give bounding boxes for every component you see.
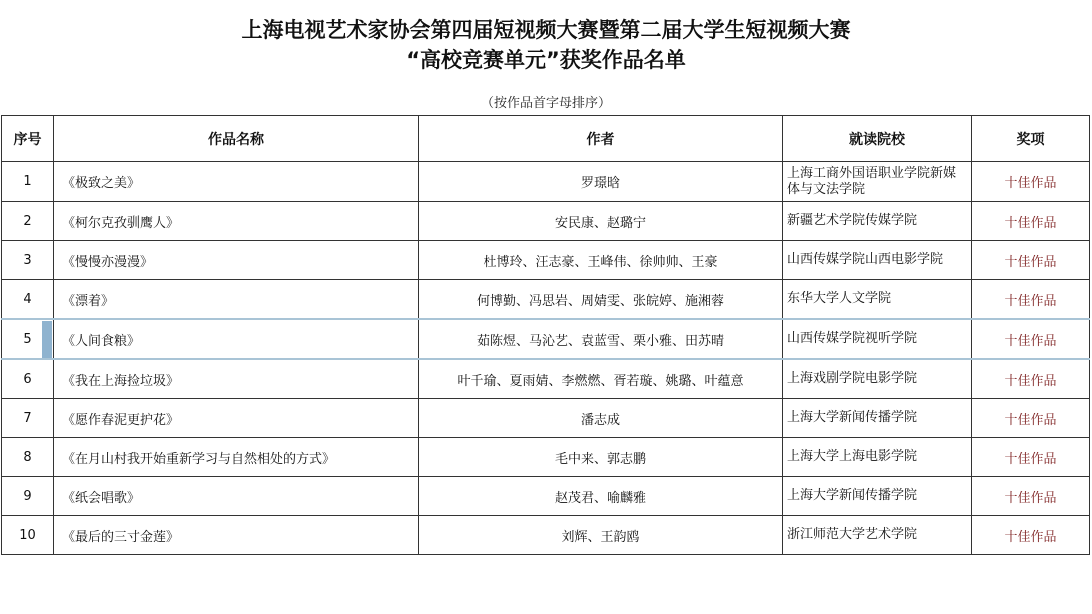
- page-title: 上海电视艺术家协会第四届短视频大赛暨第二届大学生短视频大赛: [241, 18, 851, 42]
- cell-author: 何博勤、冯思岩、周婧雯、张皖婷、施湘蓉: [419, 280, 783, 320]
- cell-work-name: 《我在上海捡垃圾》: [54, 359, 419, 399]
- table-row: [2, 202, 1090, 241]
- cell-award: 十佳作品: [972, 438, 1090, 477]
- header-school: 就读院校: [783, 116, 972, 162]
- cell-no: 5: [2, 319, 54, 359]
- cell-award: 十佳作品: [972, 241, 1090, 280]
- table-row: [2, 319, 1090, 359]
- cell-award: 十佳作品: [972, 280, 1090, 320]
- cell-school: 上海戏剧学院电影学院: [783, 359, 972, 399]
- table-row: [2, 280, 1090, 320]
- cell-award: 十佳作品: [972, 399, 1090, 438]
- cell-author: 杜博玲、汪志豪、王峰伟、徐帅帅、王豪: [419, 241, 783, 280]
- cell-award: 十佳作品: [972, 516, 1090, 555]
- table-row: [2, 241, 1090, 280]
- row-selection-marker: [42, 321, 52, 358]
- header-award: 奖项: [972, 116, 1090, 162]
- table-row: [2, 477, 1090, 516]
- sort-note: （按作品首字母排序）: [480, 96, 611, 111]
- cell-work-name: 《漂着》: [54, 280, 419, 320]
- cell-work-name: 《纸会唱歌》: [54, 477, 419, 516]
- cell-work-name: 《最后的三寸金莲》: [54, 516, 419, 555]
- cell-author: 潘志成: [419, 399, 783, 438]
- cell-no: 8: [2, 438, 54, 477]
- cell-school: 上海大学新闻传播学院: [783, 477, 972, 516]
- cell-author: 茹陈煜、马沁艺、袁蓝雪、栗小雅、田苏晴: [419, 319, 783, 359]
- cell-school: 上海大学新闻传播学院: [783, 399, 972, 438]
- header-no: 序号: [2, 116, 54, 162]
- table-row: [2, 399, 1090, 438]
- awards-table: [1, 115, 1090, 555]
- table-row: [2, 162, 1090, 202]
- cell-school: 山西传媒学院视听学院: [783, 319, 972, 359]
- cell-no: 7: [2, 399, 54, 438]
- cell-award: 十佳作品: [972, 359, 1090, 399]
- cell-no: 4: [2, 280, 54, 320]
- cell-work-name: 《人间食粮》: [54, 319, 419, 359]
- cell-author: 安民康、赵璐宁: [419, 202, 783, 241]
- cell-no: 3: [2, 241, 54, 280]
- cell-award: 十佳作品: [972, 319, 1090, 359]
- cell-award: 十佳作品: [972, 162, 1090, 202]
- cell-author: 赵茂君、喻麟雅: [419, 477, 783, 516]
- cell-award: 十佳作品: [972, 202, 1090, 241]
- cell-author: 罗璟晗: [419, 162, 783, 202]
- cell-work-name: 《在月山村我开始重新学习与自然相处的方式》: [54, 438, 419, 477]
- header-author: 作者: [419, 116, 783, 162]
- cell-school: 上海大学上海电影学院: [783, 438, 972, 477]
- page-subtitle: “高校竞赛单元”获奖作品名单: [406, 48, 686, 72]
- cell-author: 叶千瑜、夏雨婧、李燃燃、胥若璇、姚璐、叶蕴意: [419, 359, 783, 399]
- cell-work-name: 《极致之美》: [54, 162, 419, 202]
- cell-school: 山西传媒学院山西电影学院: [783, 241, 972, 280]
- cell-work-name: 《愿作春泥更护花》: [54, 399, 419, 438]
- cell-no: 1: [2, 162, 54, 202]
- cell-work-name: 《柯尔克孜驯鹰人》: [54, 202, 419, 241]
- cell-no: 6: [2, 359, 54, 399]
- cell-no: 2: [2, 202, 54, 241]
- table-row: [2, 359, 1090, 399]
- cell-work-name: 《慢慢亦漫漫》: [54, 241, 419, 280]
- table-row: [2, 516, 1090, 555]
- table-row: [2, 438, 1090, 477]
- cell-award: 十佳作品: [972, 477, 1090, 516]
- cell-author: 毛中来、郭志鹏: [419, 438, 783, 477]
- cell-school: 东华大学人文学院: [783, 280, 972, 320]
- header-work-name: 作品名称: [54, 116, 419, 162]
- cell-school: 新疆艺术学院传媒学院: [783, 202, 972, 241]
- cell-no: 10: [2, 516, 54, 555]
- cell-no: 9: [2, 477, 54, 516]
- cell-school: 浙江师范大学艺术学院: [783, 516, 972, 555]
- cell-author: 刘辉、王韵鸥: [419, 516, 783, 555]
- table-header-row: [2, 116, 1090, 162]
- cell-school: 上海工商外国语职业学院新媒体与文法学院: [783, 162, 972, 202]
